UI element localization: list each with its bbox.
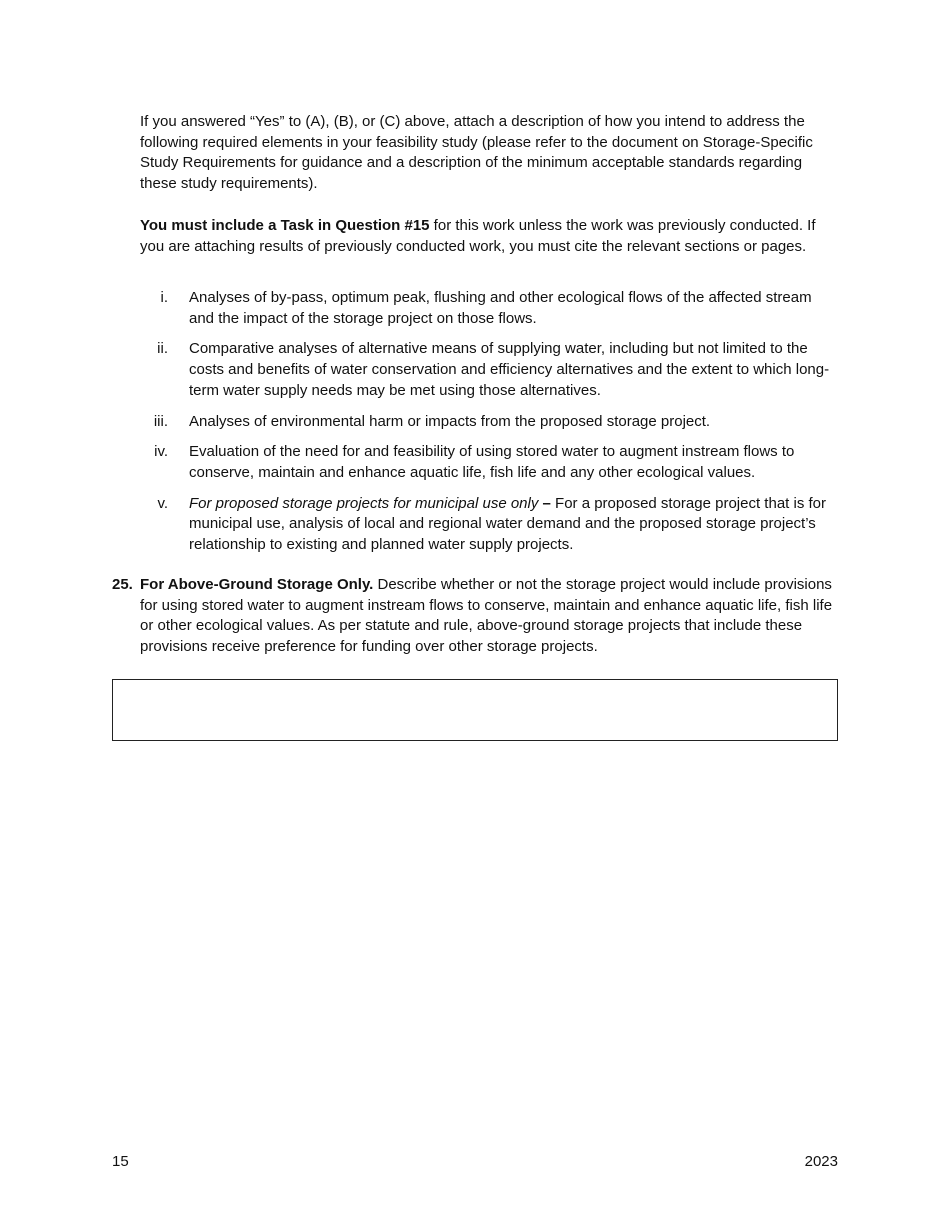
list-item <box>140 339 840 401</box>
list-marker: ii. <box>157 340 168 358</box>
list-marker: iv. <box>154 443 168 461</box>
list-item <box>140 288 840 329</box>
municipal-use-text: For a proposed storage project that is for municipal use, analysis of local and regional water demand and the proposed storage project’s relationship to existing and planned water supply projects. <box>189 494 827 554</box>
task-note-bold: You must include a Task in Question #15 <box>140 217 430 234</box>
answer-field[interactable] <box>112 679 838 741</box>
list-item <box>140 494 840 556</box>
question-title: For Above-Ground Storage Only. <box>140 576 374 593</box>
list-item-text: Evaluation of the need for and feasibility of using stored water to augment instream flows to conserve, maintain and enhance aquatic life, fish life and any other ecological values. <box>189 443 795 481</box>
task-note-text: for this work unless the work was previously conducted. If you are attaching results of previously conducted work, you must cite the relevant sections or pages. <box>140 217 816 255</box>
question-description: Describe whether or not the storage project would include provisions for using stored water to augment instream flows to conserve, maintain and enhance aquatic life, fish life or other ecological values. As per statute and rule, above-ground storage projects that include these provisions receive preference for funding over other storage projects. <box>140 576 833 656</box>
municipal-use-italic: For proposed storage projects for municipal use only <box>189 494 539 512</box>
list-item-text <box>189 494 840 556</box>
footer-year: 2023 <box>804 1153 838 1170</box>
list-item-text: Analyses of environmental harm or impacts from the proposed storage project. <box>189 412 711 430</box>
list-item <box>140 442 840 483</box>
list-item <box>140 412 840 433</box>
list-marker: i. <box>160 289 168 306</box>
list-marker: v. <box>157 494 168 512</box>
list-item-text: Comparative analyses of alternative means of supplying water, including but not limited to the costs and benefits of water conservation and efficiency alternatives and the extent to which long-term water supply needs may be met using those alternatives. <box>189 340 830 399</box>
requirements-list <box>140 288 840 566</box>
list-marker: iii. <box>153 412 168 430</box>
intro-paragraph: If you answered “Yes” to (A), (B), or (C) above, attach a description of how you intend to address the following required elements in your feasibility study (please refer to the document on Storage-Specific Study Requirements for guidance and a description of the minimum acceptable standards regarding these study requirements). <box>140 113 813 193</box>
page-number: 15 <box>112 1153 129 1170</box>
question-text <box>140 575 840 658</box>
municipal-use-dash: – <box>538 494 551 512</box>
task-note-paragraph <box>140 216 840 257</box>
question-25 <box>112 575 840 658</box>
list-item-text: Analyses of by-pass, optimum peak, flushing and other ecological flows of the affected stream and the impact of the storage project on those flows. <box>189 289 812 327</box>
question-number: 25. <box>112 576 133 593</box>
